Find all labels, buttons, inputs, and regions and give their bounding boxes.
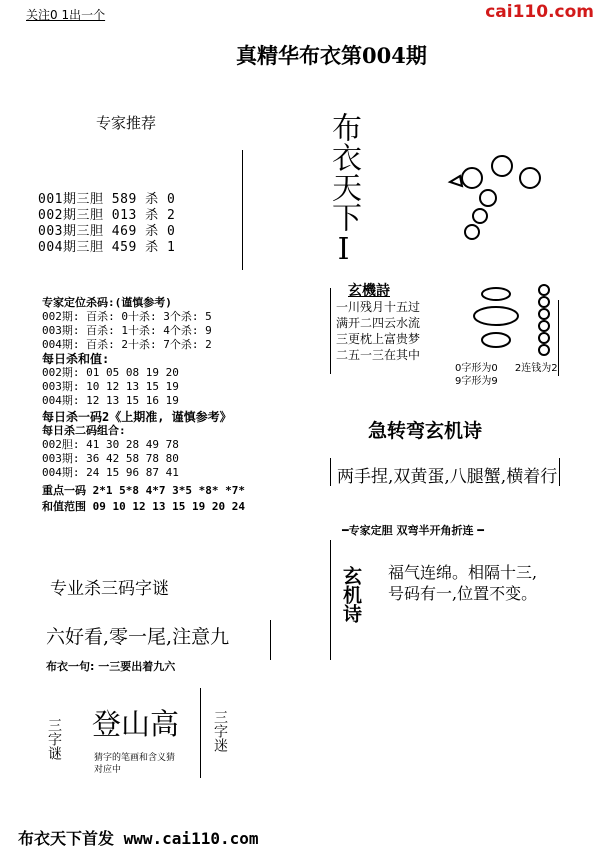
coin-icon — [462, 168, 482, 188]
xuanji-vertical-label: 玄机诗 — [340, 566, 362, 623]
position-kill-heading: 专家定位杀码:(谨慎参考) — [42, 296, 172, 309]
sum-range: 和值范围 09 10 12 13 15 19 20 24 — [42, 500, 245, 513]
coin-stack-illustration — [468, 282, 558, 362]
buyi-sentence: 布衣一句: 一三要出着九六 — [46, 660, 176, 673]
coin-icon — [520, 168, 540, 188]
sum-kill-row: 002期: 01 05 08 19 20 — [42, 366, 179, 379]
legend-item: 9字形为9 — [455, 376, 498, 387]
riddle-side-left: 三字谜 — [46, 718, 62, 760]
footer-banner[interactable]: 布衣天下首发 www.cai110.com — [18, 829, 259, 848]
sum-kill-row: 003期: 10 12 13 15 19 — [42, 380, 179, 393]
expert-bold-heading: ━专家定胆 双弯半开角折连 ━ — [342, 524, 484, 537]
poem-line: 一川残月十五过 — [336, 300, 421, 314]
daily-kill-sub: 每日杀二码组合: — [42, 424, 126, 437]
poem-line: 三更枕上富贵梦 — [336, 332, 421, 346]
expert-heading: 专家推荐 — [96, 114, 157, 132]
riddle-note — [94, 752, 175, 776]
six-good-text: 六好看,零一尾,注意九 — [46, 626, 230, 648]
expert-row: 002期三胆 013 杀 2 — [38, 208, 176, 223]
daily-kill-heading: 每日杀一码2《上期准, 谨慎参考》 — [42, 410, 232, 424]
key-codes: 重点一码 2*1 5*8 4*7 3*5 *8* *7* — [42, 484, 245, 497]
coin-icon — [474, 307, 518, 325]
riddle-note-line: 猜字的笔画和含义猜 — [94, 753, 176, 763]
fortune-lines — [388, 562, 537, 604]
coin-icon — [480, 190, 496, 206]
riddle-side-right: 三字迷 — [212, 710, 228, 752]
position-kill-row: 004期: 百杀: 2十杀: 7个杀: 2 — [42, 338, 212, 351]
coin-icon — [465, 225, 479, 239]
expert-row: 003期三胆 469 杀 0 — [38, 224, 176, 239]
legend-item: 0字形为0 — [455, 363, 498, 374]
coin-icon — [473, 209, 487, 223]
coin-icon — [492, 156, 512, 176]
coin-chain-illustration — [440, 148, 550, 248]
top-note: 关注0 1出一个 — [26, 8, 106, 22]
fortune-line: 福气连绵。相隔十三, — [388, 563, 538, 582]
bubu-vertical-label: 布衣天下I — [326, 112, 361, 267]
expert-table — [38, 192, 175, 256]
poem-title: 玄機詩 — [348, 283, 390, 299]
daily-kill-row: 003期: 36 42 58 78 80 — [42, 452, 179, 465]
riddle-word: 登山高 — [92, 707, 180, 741]
poem-line: 二五一三在其中 — [336, 348, 421, 362]
expert-row: 001期三胆 589 杀 0 — [38, 192, 176, 207]
legend-item: 2连钱为2 — [514, 363, 558, 374]
position-kill-row: 003期: 百杀: 1十杀: 4个杀: 9 — [42, 324, 212, 337]
daily-kill-row: 004期: 24 15 96 87 41 — [42, 466, 179, 479]
riddle-note-line: 对应中 — [94, 765, 122, 775]
poem-lines — [336, 299, 420, 363]
kill-three-heading: 专业杀三码字谜 — [50, 579, 169, 599]
coin-icon — [482, 333, 510, 347]
poem-line: 满开二四云水流 — [336, 316, 421, 330]
coin-icon — [482, 288, 510, 300]
riddle-poem-heading: 急转弯玄机诗 — [368, 420, 483, 442]
stats-block — [42, 296, 282, 514]
sum-kill-heading: 每日杀和值: — [42, 352, 110, 366]
poem-legend — [455, 362, 558, 388]
position-kill-row: 002期: 百杀: 0十杀: 3个杀: 5 — [42, 310, 212, 323]
daily-kill-row: 002胆: 41 30 28 49 78 — [42, 438, 179, 451]
page-title: 真精华布衣第004期 — [236, 43, 427, 68]
site-logo[interactable]: cai110.com — [485, 2, 594, 22]
riddle-text: 两手捏,双黄蛋,八腿蟹,横着行 — [337, 467, 558, 487]
fortune-line: 号码有一,位置不变。 — [388, 584, 538, 603]
sum-kill-row: 004期: 12 13 15 16 19 — [42, 394, 179, 407]
expert-row: 004期三胆 459 杀 1 — [38, 240, 176, 255]
